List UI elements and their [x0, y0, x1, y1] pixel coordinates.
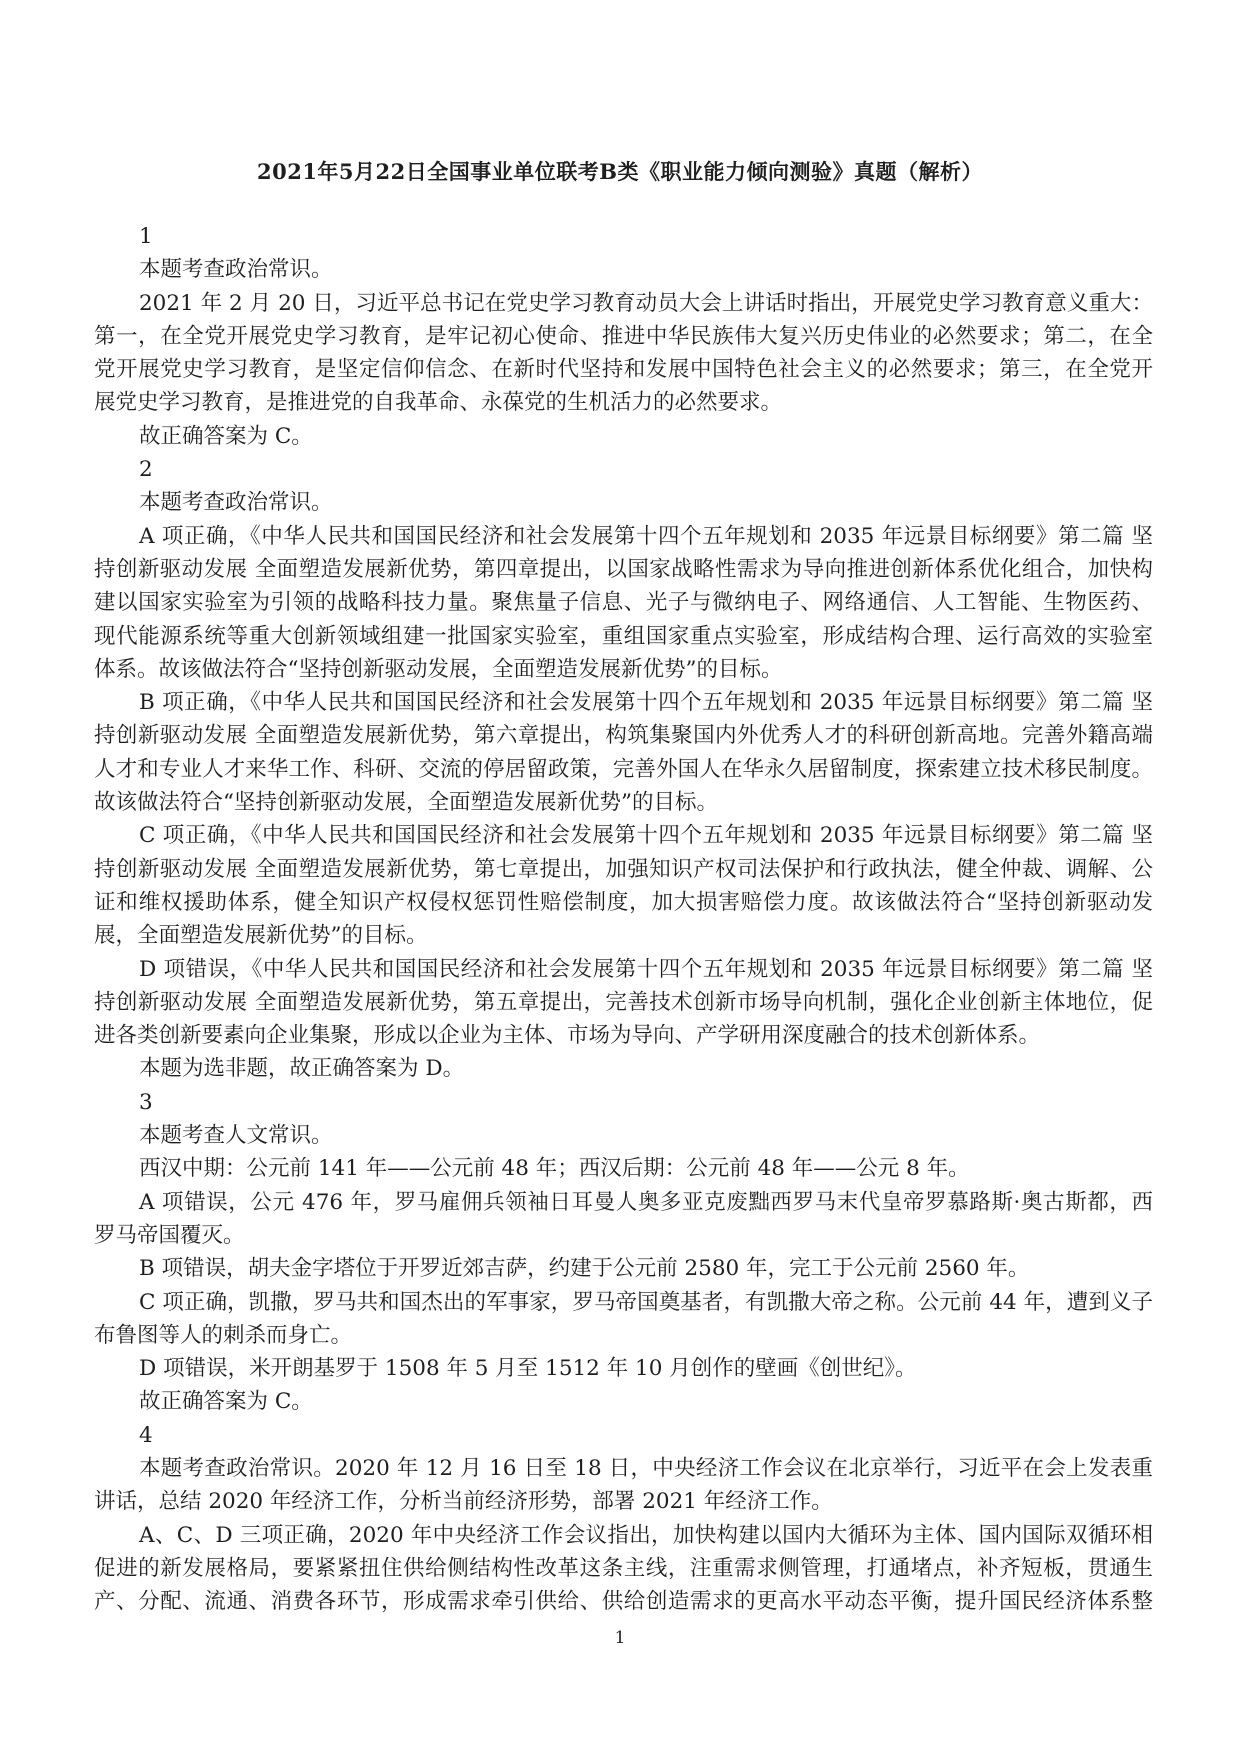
- text-line: 展党史学习教育，是推进党的自我革命、永葆党的生机活力的必然要求。: [94, 390, 783, 416]
- text-line: 持创新驱动发展 全面塑造发展新优势，第七章提出，加强知识产权司法保护和行政执法，健全仲裁、调解、公: [94, 856, 1153, 882]
- text-line: B 项正确，《中华人民共和国国民经济和社会发展第十四个五年规划和 2035 年远景目标纲要》第二篇 坚: [139, 690, 1153, 716]
- text-line: 讲话，总结 2020 年经济工作，分析当前经济形势，部署 2021 年经济工作。: [94, 1489, 833, 1515]
- document-title: 2021年5月22日全国事业单位联考B类《职业能力倾向测验》真题（解析）: [256, 159, 984, 184]
- page-number: 1: [614, 1628, 626, 1648]
- text-line: 人才和专业人才来华工作、科研、交流的停居留政策，完善外国人在华永久居留制度，探索建立技术移民制度。: [94, 756, 1153, 782]
- text-line: 本题为选非题，故正确答案为 D。: [139, 1056, 465, 1082]
- text-line: 本题考查政治常识。2020 年 12 月 16 日至 18 日，中央经济工作会议在北京举行，习近平在会上发表重: [139, 1455, 1153, 1481]
- text-line: 故该做法符合“坚持创新驱动发展，全面塑造发展新优势”的目标。: [94, 790, 718, 816]
- text-line: 党开展党史学习教育，是坚定信仰信念、在新时代坚持和发展中国特色社会主义的必然要求；第三，在全党开: [94, 357, 1153, 383]
- paragraph: [94, 1252, 1153, 1285]
- paragraph: [94, 953, 1153, 1053]
- text-line: 促进的新发展格局，要紧紧扭住供给侧结构性改革这条主线，注重需求侧管理，打通堵点，补齐短板，贯通生: [94, 1555, 1153, 1581]
- question-number: [94, 453, 1153, 486]
- text-line: 现代能源系统等重大创新领域组建一批国家实验室，重组国家重点实验室，形成结构合理、运行高效的实验室: [94, 623, 1153, 649]
- text-line: 本题考查政治常识。: [139, 490, 333, 516]
- text-line: 持创新驱动发展 全面塑造发展新优势，第六章提出，构筑集聚国内外优秀人才的科研创新高地。完善外籍高端: [94, 723, 1153, 749]
- text-line: 1: [139, 224, 153, 249]
- text-line: 西汉中期：公元前 141 年——公元前 48 年；西汉后期：公元前 48 年——公元 8 年。: [139, 1156, 970, 1182]
- text-line: 第一，在全党开展党史学习教育，是牢记初心使命、推进中华民族伟大复兴历史伟业的必然要求；第二，在全: [94, 323, 1153, 349]
- paragraph: [94, 420, 1153, 453]
- paragraph: [94, 1452, 1153, 1519]
- text-line: 进各类创新要素向企业集聚，形成以企业为主体、市场为导向、产学研用深度融合的技术创新体系。: [94, 1023, 1041, 1049]
- question-number: [94, 1086, 1153, 1119]
- text-line: 证和维权援助体系，健全知识产权侵权惩罚性赔偿制度，加大损害赔偿力度。故该做法符合“坚持创新驱动发: [94, 889, 1153, 915]
- document-body: [94, 220, 1153, 1618]
- text-line: 故正确答案为 C。: [139, 423, 313, 449]
- paragraph: [94, 686, 1153, 819]
- question-number: [94, 1419, 1153, 1452]
- paragraph: [94, 1052, 1153, 1085]
- text-line: 体系。故该做法符合“坚持创新驱动发展，全面塑造发展新优势”的目标。: [94, 656, 783, 682]
- paragraph: [94, 253, 1153, 286]
- paragraph: [94, 1119, 1153, 1152]
- text-line: 展，全面塑造发展新优势”的目标。: [94, 923, 428, 949]
- text-line: 持创新驱动发展 全面塑造发展新优势，第五章提出，完善技术创新市场导向机制，强化企业创新主体地位，促: [94, 989, 1153, 1015]
- text-line: A 项错误，公元 476 年，罗马雇佣兵领袖日耳曼人奥多亚克废黜西罗马末代皇帝罗慕路斯·奥古斯都，西: [139, 1189, 1153, 1215]
- paragraph: [94, 486, 1153, 519]
- text-line: D 项错误，米开朗基罗于 1508 年 5 月至 1512 年 10 月创作的壁画《创世纪》。: [139, 1356, 917, 1382]
- paragraph: [94, 819, 1153, 952]
- text-line: 建以国家实验室为引领的战略科技力量。聚焦量子信息、光子与微纳电子、网络通信、人工智能、生物医药、: [94, 590, 1153, 616]
- text-line: A 项正确，《中华人民共和国国民经济和社会发展第十四个五年规划和 2035 年远景目标纲要》第二篇 坚: [139, 523, 1153, 549]
- text-line: 布鲁图等人的刺杀而身亡。: [94, 1322, 353, 1348]
- text-line: A、C、D 三项正确，2020 年中央经济工作会议指出，加快构建以国内大循环为主体、国内国际双循环相: [139, 1522, 1153, 1548]
- paragraph: [94, 1352, 1153, 1385]
- text-line: C 项正确，《中华人民共和国国民经济和社会发展第十四个五年规划和 2035 年远景目标纲要》第二篇 坚: [139, 823, 1153, 849]
- text-line: 持创新驱动发展 全面塑造发展新优势，第四章提出，以国家战略性需求为导向推进创新体系优化组合，加快构: [94, 556, 1153, 582]
- paragraph: [94, 1152, 1153, 1185]
- paragraph: [94, 1286, 1153, 1353]
- text-line: D 项错误，《中华人民共和国国民经济和社会发展第十四个五年规划和 2035 年远景目标纲要》第二篇 坚: [139, 956, 1153, 982]
- text-line: 3: [139, 1089, 153, 1115]
- paragraph: [94, 520, 1153, 686]
- text-line: 2021 年 2 月 20 日，习近平总书记在党史学习教育动员大会上讲话时指出，开展党史学习教育意义重大：: [139, 290, 1153, 316]
- text-line: 故正确答案为 C。: [139, 1389, 313, 1415]
- text-line: 本题考查人文常识。: [139, 1123, 333, 1149]
- paragraph: [94, 1385, 1153, 1418]
- paragraph: [94, 1519, 1153, 1619]
- text-line: 产、分配、流通、消费各环节，形成需求牵引供给、供给创造需求的更高水平动态平衡，提升国民经济体系整: [94, 1589, 1153, 1615]
- question-number: [94, 220, 1153, 253]
- text-line: 4: [139, 1422, 153, 1448]
- text-line: 本题考查政治常识。: [139, 257, 333, 283]
- paragraph: [94, 1186, 1153, 1253]
- text-line: C 项正确，凯撒，罗马共和国杰出的军事家，罗马帝国奠基者，有凯撒大帝之称。公元前 44 年，遭到义子: [139, 1289, 1153, 1315]
- text-line: 罗马帝国覆灭。: [94, 1222, 245, 1248]
- text-line: B 项错误，胡夫金字塔位于开罗近郊吉萨，约建于公元前 2580 年，完工于公元前 2560 年。: [139, 1256, 1030, 1282]
- text-line: 2: [139, 457, 153, 483]
- paragraph: [94, 287, 1153, 420]
